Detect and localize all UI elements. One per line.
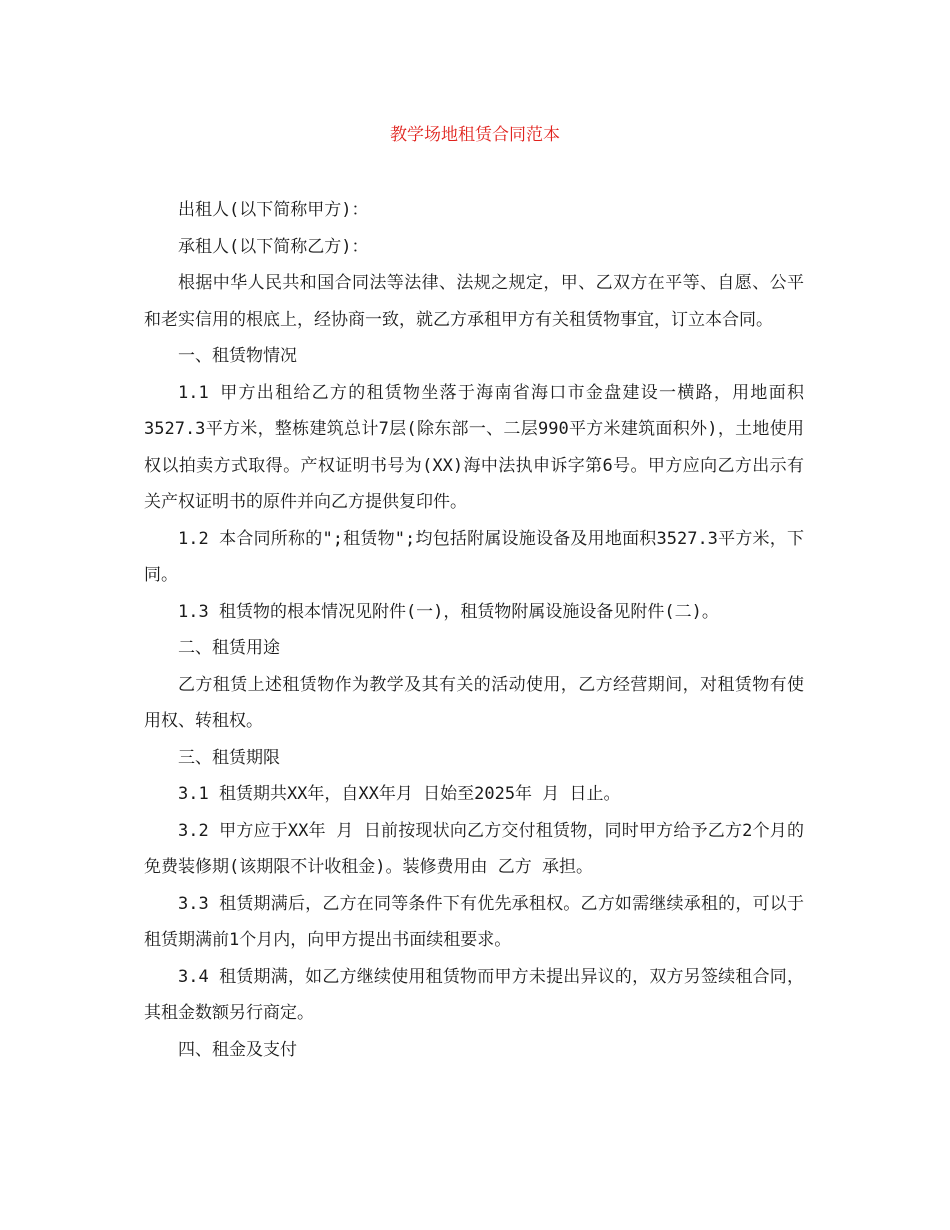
clause-3-3: 3.3 租赁期满后，乙方在同等条件下有优先承租权。乙方如需继续承租的，可以于租赁期满前1个月内，向甲方提出书面续租要求。 — [144, 893, 804, 950]
section-heading-1: 一、租赁物情况 — [178, 346, 297, 366]
lessee-line: 承租人(以下简称乙方)： — [178, 236, 369, 257]
section-heading-3: 三、租赁期限 — [178, 747, 280, 768]
clause-3-1: 3.1 租赁期共XX年，自XX年月 日始至2025年 月 日止。 — [178, 784, 621, 804]
section-heading-4: 四、租金及支付 — [178, 1039, 297, 1060]
lessor-line: 出租人(以下简称甲方)： — [178, 200, 369, 220]
clause-1-2: 1.2 本合同所称的";租赁物";均包括附属设施设备及用地面积3527.3平方米，下同。 — [144, 528, 804, 585]
document-body — [144, 192, 804, 1068]
section-heading-2: 二、租赁用途 — [178, 638, 280, 658]
usage-paragraph: 乙方租赁上述租赁物作为教学及其有关的活动使用，乙方经营期间，对租赁物有使用权、转租权。 — [144, 674, 804, 731]
clause-1-3: 1.3 租赁物的根本情况见附件(一)，租赁物附属设施设备见附件(二)。 — [178, 601, 719, 622]
clause-1-1: 1.1 甲方出租给乙方的租赁物坐落于海南省海口市金盘建设一横路，用地面积3527.3平方米，整栋建筑总计7层(除东部一、二层990平方米建筑面积外)，土地使用权以拍卖方式取得。产权证明书号为(XX)海中法执申诉字第6号。甲方应向乙方出示有关产权证明书的原件并向乙方提供复印件。 — [144, 382, 804, 512]
preamble-paragraph: 根据中华人民共和国合同法等法律、法规之规定，甲、乙双方在平等、自愿、公平和老实信用的根底上，经协商一致，就乙方承租甲方有关租赁物事宜，订立本合同。 — [144, 273, 804, 330]
clause-3-2: 3.2 甲方应于XX年 月 日前按现状向乙方交付租赁物，同时甲方给予乙方2个月的免费装修期(该期限不计收租金)。装修费用由 乙方 承担。 — [144, 820, 804, 877]
clause-3-4: 3.4 租赁期满，如乙方继续使用租赁物而甲方未提出异议的，双方另签续租合同，其租金数额另行商定。 — [144, 966, 804, 1023]
document-title: 教学场地租赁合同范本 — [390, 125, 560, 145]
